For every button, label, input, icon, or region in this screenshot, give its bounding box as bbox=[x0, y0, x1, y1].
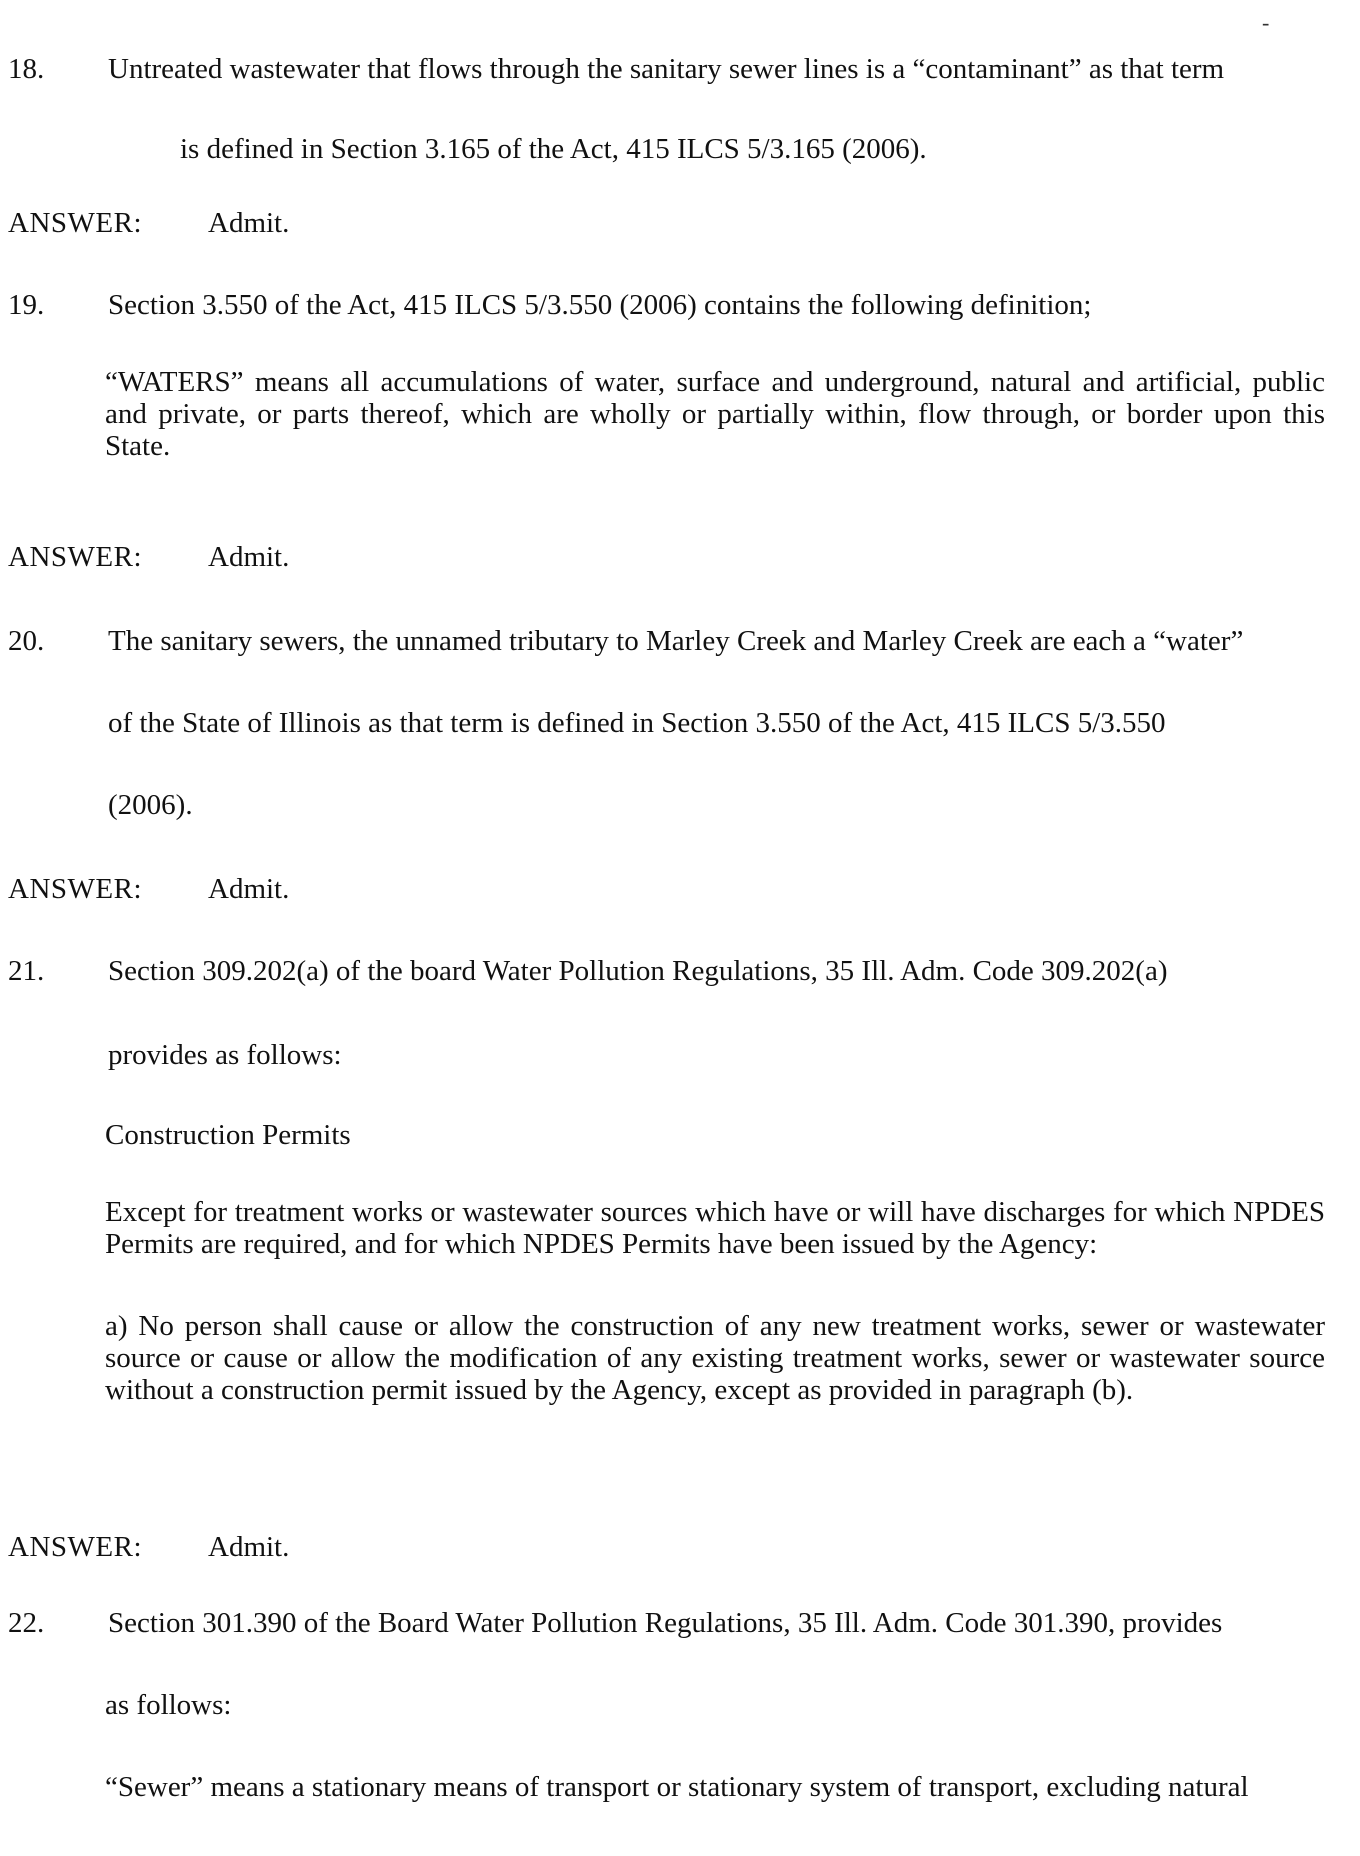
answer-text-20: Admit. bbox=[208, 873, 290, 905]
paragraph-20-line-2: of the State of Illinois as that term is defined in Section 3.550 of the Act, 415 ILCS 5/3.550 bbox=[108, 707, 1166, 739]
paragraph-18-line-2: is defined in Section 3.165 of the Act, 415 ILCS 5/3.165 (2006). bbox=[180, 133, 927, 165]
page-mark: - bbox=[1262, 10, 1270, 35]
answer-label-21: ANSWER: bbox=[8, 1531, 142, 1563]
paragraph-21-line-2: provides as follows: bbox=[108, 1039, 342, 1071]
paragraph-22-line-1: Section 301.390 of the Board Water Pollution Regulations, 35 Ill. Adm. Code 301.390, provides bbox=[108, 1607, 1223, 1639]
paragraph-21-quote-2: a) No person shall cause or allow the construction of any new treatment works, sewer or wastewater source or cause or allow the modification of any existing treatment works, sewer or wastewater source without a construction permit issued by the Agency, except as provided in paragraph (b). bbox=[105, 1310, 1325, 1406]
answer-text-19: Admit. bbox=[208, 541, 290, 573]
paragraph-21-heading: Construction Permits bbox=[105, 1119, 351, 1151]
paragraph-22-quote: “Sewer” means a stationary means of transport or stationary system of transport, excluding natural bbox=[105, 1771, 1249, 1803]
paragraph-21-line-1: Section 309.202(a) of the board Water Pollution Regulations, 35 Ill. Adm. Code 309.202(a) bbox=[108, 955, 1168, 987]
answer-text-21: Admit. bbox=[208, 1531, 290, 1563]
paragraph-21-quote-1: Except for treatment works or wastewater sources which have or will have discharges for which NPDES Permits are required, and for which NPDES Permits have been issued by the Agency: bbox=[105, 1196, 1325, 1260]
paragraph-20-line-1: The sanitary sewers, the unnamed tributary to Marley Creek and Marley Creek are each a “water” bbox=[108, 625, 1244, 657]
paragraph-22-line-2: as follows: bbox=[105, 1689, 232, 1721]
paragraph-number-20: 20. bbox=[8, 625, 45, 657]
answer-label-18: ANSWER: bbox=[8, 207, 142, 239]
paragraph-number-18: 18. bbox=[8, 53, 45, 85]
answer-text-18: Admit. bbox=[208, 207, 290, 239]
paragraph-19-line-1: Section 3.550 of the Act, 415 ILCS 5/3.550 (2006) contains the following definition; bbox=[108, 289, 1092, 321]
paragraph-number-19: 19. bbox=[8, 289, 45, 321]
paragraph-18-line-1: Untreated wastewater that flows through the sanitary sewer lines is a “contaminant” as that term bbox=[108, 53, 1225, 85]
paragraph-number-22: 22. bbox=[8, 1607, 45, 1639]
paragraph-number-21: 21. bbox=[8, 955, 45, 987]
answer-label-19: ANSWER: bbox=[8, 541, 142, 573]
paragraph-20-line-3: (2006). bbox=[108, 789, 193, 821]
paragraph-19-quote: “WATERS” means all accumulations of water, surface and underground, natural and artificial, public and private, or parts thereof, which are wholly or partially within, flow through, or border upon this State. bbox=[105, 366, 1325, 462]
answer-label-20: ANSWER: bbox=[8, 873, 142, 905]
